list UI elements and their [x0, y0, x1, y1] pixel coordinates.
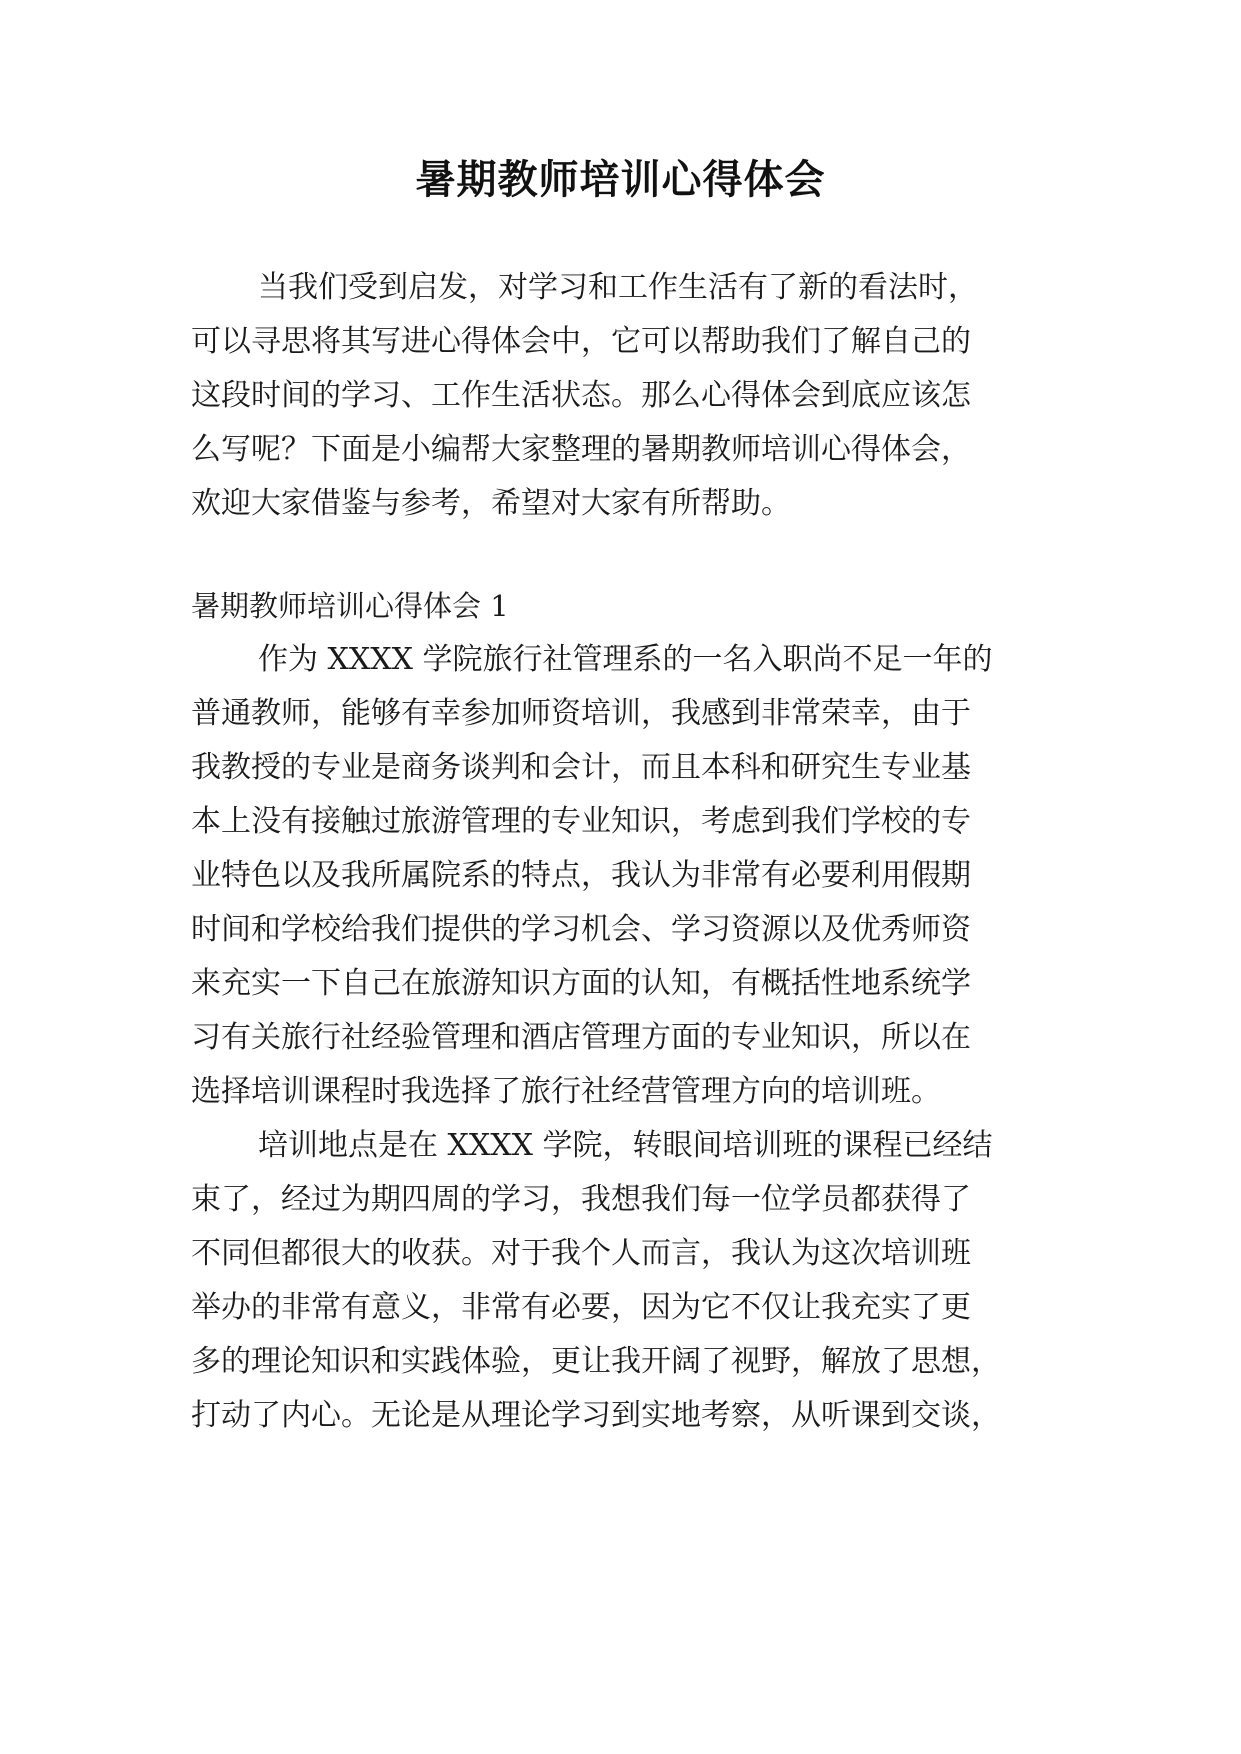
paragraph-line: 多的理论知识和实践体验，更让我开阔了视野，解放了思想， — [191, 1344, 1001, 1379]
paragraph-line: 习有关旅行社经验管理和酒店管理方面的专业知识，所以在 — [191, 1020, 971, 1055]
intro-line: 可以寻思将其写进心得体会中，它可以帮助我们了解自己的 — [191, 324, 971, 359]
section-heading: 暑期教师培训心得体会 1 — [191, 589, 509, 623]
paragraph-line: 束了，经过为期四周的学习，我想我们每一位学员都获得了 — [191, 1182, 971, 1217]
paragraph-line: 举办的非常有意义，非常有必要，因为它不仅让我充实了更 — [191, 1290, 971, 1325]
paragraph-line: 来充实一下自己在旅游知识方面的认知，有概括性地系统学 — [191, 966, 971, 1001]
paragraph-line: 本上没有接触过旅游管理的专业知识，考虑到我们学校的专 — [191, 804, 971, 839]
paragraph-line: 作为 XXXX 学院旅行社管理系的一名入职尚不足一年的 — [258, 642, 993, 677]
paragraph-line: 选择培训课程时我选择了旅行社经营管理方向的培训班。 — [191, 1074, 941, 1109]
document-title: 暑期教师培训心得体会 — [415, 157, 826, 203]
paragraph-line: 业特色以及我所属院系的特点，我认为非常有必要利用假期 — [191, 858, 971, 893]
paragraph-line: 时间和学校给我们提供的学习机会、学习资源以及优秀师资 — [191, 912, 971, 947]
paragraph-line: 我教授的专业是商务谈判和会计，而且本科和研究生专业基 — [191, 750, 971, 785]
paragraph-line: 普通教师，能够有幸参加师资培训，我感到非常荣幸，由于 — [191, 696, 971, 731]
paragraph-line: 不同但都很大的收获。对于我个人而言，我认为这次培训班 — [191, 1236, 971, 1271]
intro-line: 这段时间的学习、工作生活状态。那么心得体会到底应该怎 — [191, 378, 971, 413]
paragraph-line: 培训地点是在 XXXX 学院，转眼间培训班的课程已经结 — [258, 1128, 993, 1163]
intro-line: 当我们受到启发，对学习和工作生活有了新的看法时， — [258, 270, 978, 305]
intro-line: 么写呢？下面是小编帮大家整理的暑期教师培训心得体会， — [191, 432, 971, 467]
paragraph-line: 打动了内心。无论是从理论学习到实地考察，从听课到交谈， — [191, 1398, 1001, 1433]
intro-line: 欢迎大家借鉴与参考，希望对大家有所帮助。 — [191, 486, 791, 521]
